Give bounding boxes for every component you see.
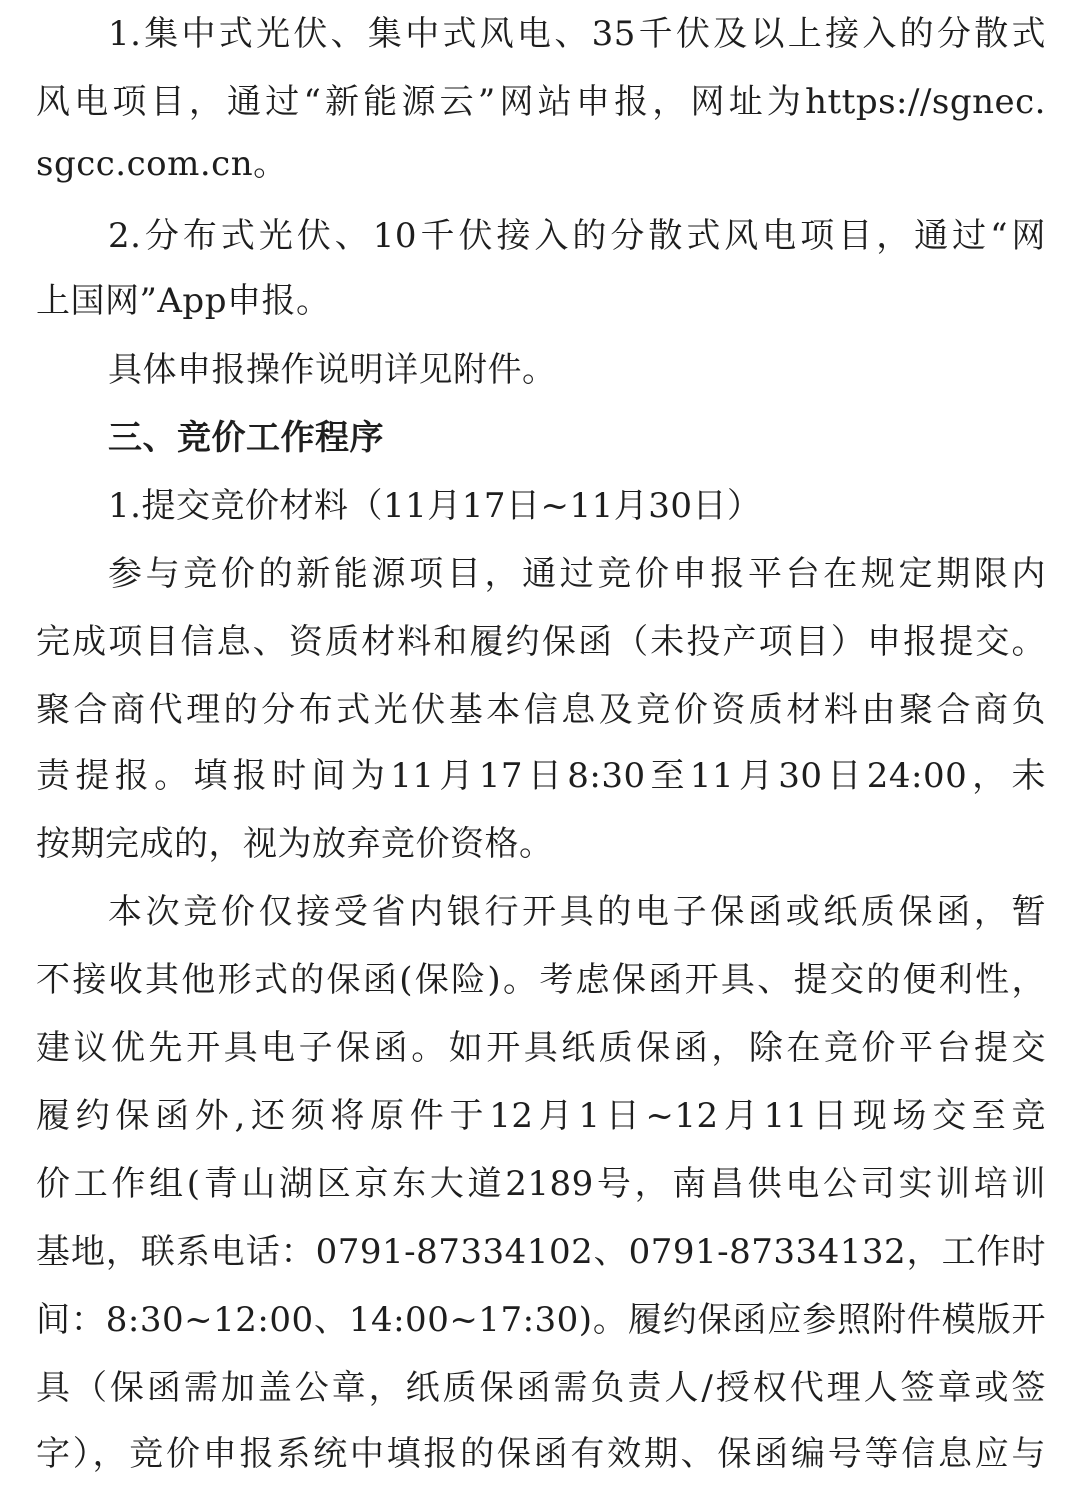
paragraph-line: 责提报。填报时间为11月17日8:30至11月30日24:00，未	[36, 756, 1046, 796]
section-heading: 三、竞价工作程序	[108, 418, 384, 458]
paragraph-line: 间：8:30~12:00、14:00~17:30)。履约保函应参照附件模版开	[36, 1300, 1046, 1340]
paragraph-line: 本次竞价仅接受省内银行开具的电子保函或纸质保函，暂	[108, 892, 1046, 932]
paragraph-line: 字），竞价申报系统中填报的保函有效期、保函编号等信息应与	[36, 1434, 1046, 1474]
paragraph-line: 按期完成的，视为放弃竞价资格。	[36, 824, 554, 864]
paragraph-line: sgcc.com.cn。	[36, 144, 288, 184]
paragraph-line: 具体申报操作说明详见附件。	[108, 350, 557, 390]
paragraph-line: 完成项目信息、资质材料和履约保函（未投产项目）申报提交。	[36, 622, 1046, 662]
paragraph-line: 履约保函外,还须将原件于12月1日~12月11日现场交至竞	[36, 1096, 1046, 1136]
paragraph-line: 上国网”App申报。	[36, 281, 331, 321]
paragraph-line: 基地，联系电话：0791-87334102、0791-87334132，工作时	[36, 1232, 1046, 1272]
paragraph-line: 风电项目，通过“新能源云”网站申报，网址为https://sgnec.	[36, 82, 1046, 122]
paragraph-line: 2.分布式光伏、10千伏接入的分散式风电项目，通过“网	[108, 216, 1046, 256]
paragraph-line: 不接收其他形式的保函(保险)。考虑保函开具、提交的便利性，	[36, 960, 1046, 1000]
paragraph-line: 参与竞价的新能源项目，通过竞价申报平台在规定期限内	[108, 554, 1046, 594]
paragraph-line: 1.集中式光伏、集中式风电、35千伏及以上接入的分散式	[108, 14, 1046, 54]
paragraph-line: 建议优先开具电子保函。如开具纸质保函，除在竞价平台提交	[36, 1028, 1046, 1068]
subsection-heading: 1.提交竞价材料（11月17日~11月30日）	[108, 486, 762, 526]
paragraph-line: 具（保函需加盖公章，纸质保函需负责人/授权代理人签章或签	[36, 1368, 1046, 1408]
paragraph-line: 聚合商代理的分布式光伏基本信息及竞价资质材料由聚合商负	[36, 690, 1046, 730]
paragraph-line: 价工作组(青山湖区京东大道2189号，南昌供电公司实训培训	[36, 1164, 1046, 1204]
